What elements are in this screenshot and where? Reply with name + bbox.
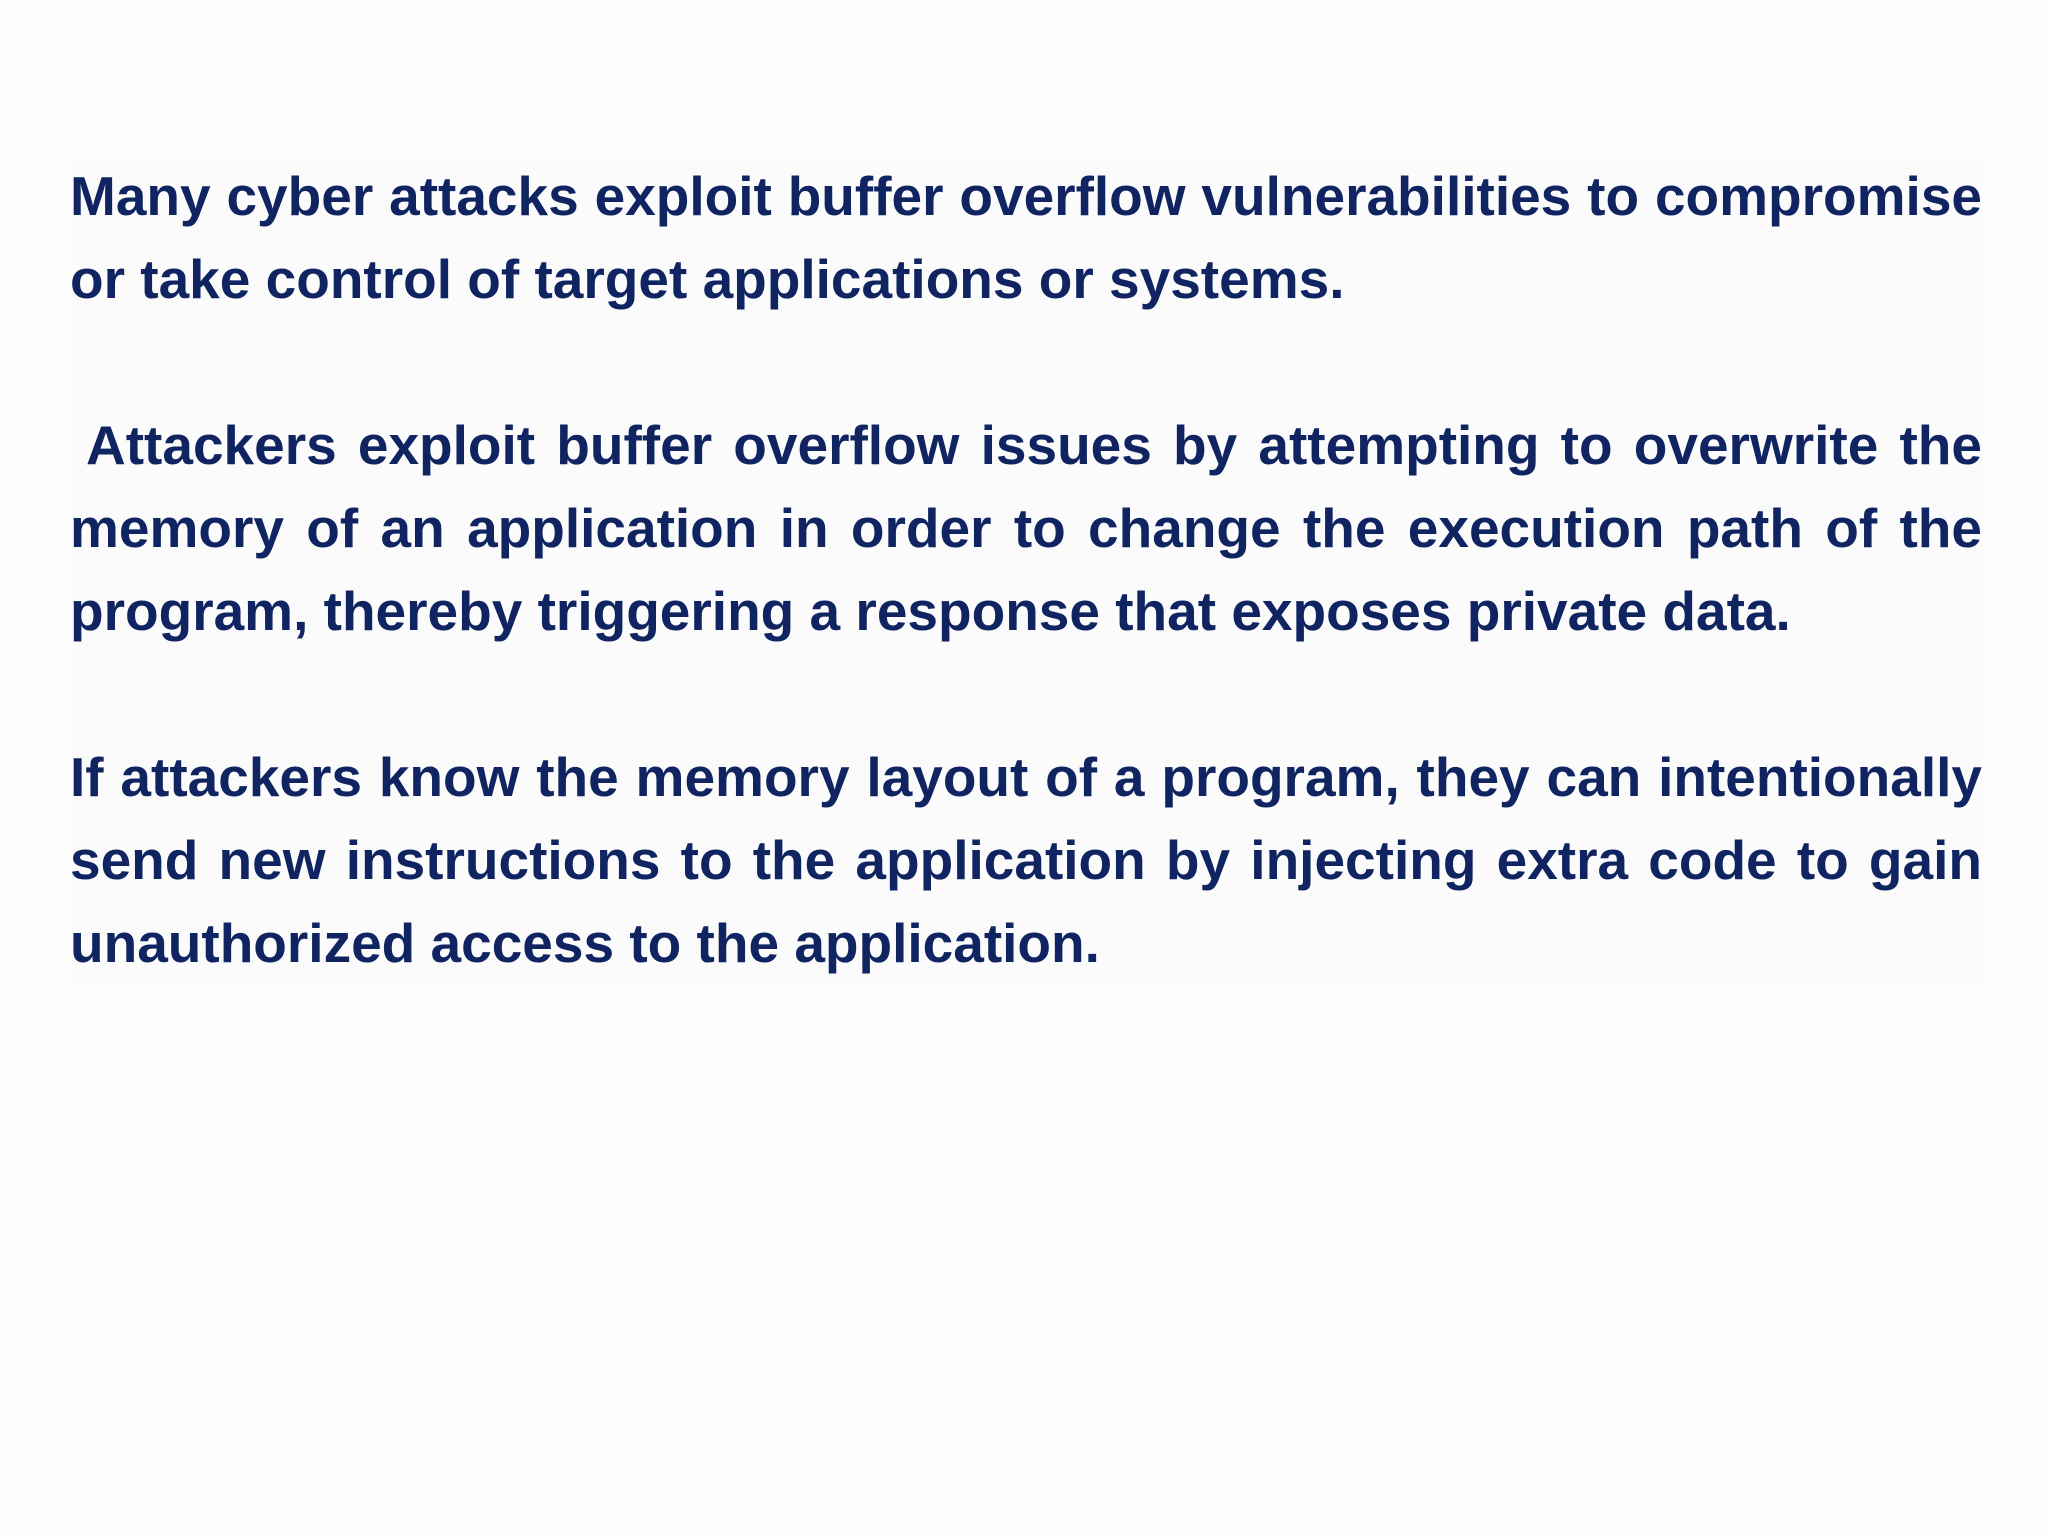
paragraph-memory-layout-injection: If attackers know the memory layout of a program, they can intentionally send new instructions to the application by injecting extra code to gain unauthorized access to the application. <box>70 746 1982 974</box>
slide-text-body <box>70 155 1982 985</box>
paragraph-spacer <box>70 653 1982 736</box>
paragraph-attackers-overwrite-memory: Attackers exploit buffer overflow issues by attempting to overwrite the memory of an application in order to change the execution path of the program, thereby triggering a response that exposes private data. <box>70 414 1982 642</box>
paragraph-spacer <box>70 321 1982 404</box>
paragraph-buffer-overflow-intro: Many cyber attacks exploit buffer overflow vulnerabilities to compromise or take control of target applications or systems. <box>70 165 1982 310</box>
